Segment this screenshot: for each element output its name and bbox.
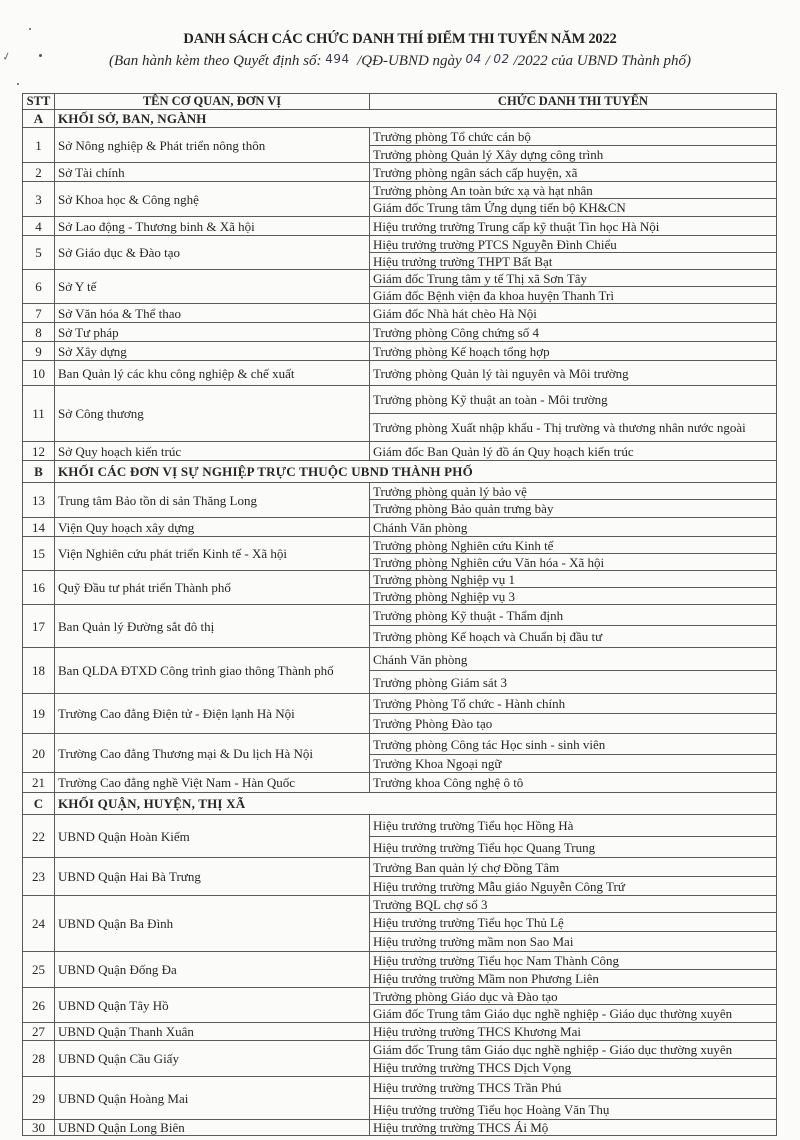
- row-stt: 26: [22, 988, 55, 1023]
- row-position-title: Hiệu trưởng trường Tiểu học Hoàng Văn Thụ: [370, 1099, 777, 1120]
- row-position-title: Trưởng phòng Bảo quản trưng bày: [370, 500, 777, 518]
- row-agency-name: Trường Cao đẳng nghề Việt Nam - Hàn Quốc: [55, 773, 370, 793]
- subtitle-suffix: /2022 của UBND Thành phố): [513, 53, 691, 69]
- row-agency-name: Viện Quy hoạch xây dựng: [55, 518, 370, 537]
- row-agency-name: UBND Quận Cầu Giấy: [55, 1041, 370, 1077]
- row-agency-name: Quỹ Đầu tư phát triển Thành phố: [55, 571, 370, 605]
- handwritten-check-mark-icon: ✓: [0, 49, 13, 64]
- row-stt: 13: [22, 483, 55, 518]
- row-position-title: Trưởng phòng Nghiệp vụ 1: [370, 571, 777, 588]
- row-position-title: Hiệu trưởng trường Tiểu học Hồng Hà: [370, 815, 777, 837]
- row-agency-name: Sở Tài chính: [55, 163, 370, 182]
- document-title: DANH SÁCH CÁC CHỨC DANH THÍ ĐIỂM THI TUYỂN NĂM 2022: [183, 31, 617, 47]
- row-stt: 2: [22, 163, 55, 182]
- row-stt: 6: [22, 270, 55, 304]
- row-agency-name: Trường Cao đẳng Điện tử - Điện lạnh Hà Nội: [55, 694, 370, 734]
- row-agency-name: UBND Quận Hoàng Mai: [55, 1077, 370, 1120]
- row-position-title: Hiệu trưởng trường THCS Dịch Vọng: [370, 1059, 777, 1077]
- row-agency-name: Sở Y tế: [55, 270, 370, 304]
- row-agency-name: UBND Quận Hai Bà Trưng: [55, 858, 370, 896]
- row-stt: 25: [22, 952, 55, 988]
- row-position-title: Trưởng phòng Nghiệp vụ 3: [370, 588, 777, 605]
- row-position-title: Trưởng phòng Công chứng số 4: [370, 323, 777, 342]
- row-position-title: Trưởng Ban quản lý chợ Đồng Tâm: [370, 858, 777, 877]
- row-position-title: Trưởng phòng Kỹ thuật - Thẩm định: [370, 605, 777, 626]
- row-stt: 29: [22, 1077, 55, 1120]
- row-position-title: Hiệu trưởng trường PTCS Nguyễn Đình Chiểu: [370, 236, 777, 253]
- row-stt: 19: [22, 694, 55, 734]
- row-position-title: Giám đốc Ban Quản lý đồ án Quy hoạch kiến trúc: [370, 442, 777, 461]
- row-stt: 10: [22, 361, 55, 386]
- row-position-title: Trưởng phòng Kỹ thuật an toàn - Môi trường: [370, 386, 777, 414]
- row-position-title: Trưởng Phòng Tổ chức - Hành chính: [370, 694, 777, 714]
- section-title: KHỐI CÁC ĐƠN VỊ SỰ NGHIỆP TRỰC THUỘC UBND THÀNH PHỐ: [55, 461, 777, 483]
- row-stt: 24: [22, 896, 55, 952]
- row-agency-name: Sở Lao động - Thương binh & Xã hội: [55, 217, 370, 236]
- row-agency-name: Ban QLDA ĐTXD Công trình giao thông Thành phố: [55, 648, 370, 694]
- handwritten-day: 04: [465, 52, 482, 66]
- row-position-title: Trưởng phòng Quản lý Xây dựng công trình: [370, 146, 777, 163]
- row-position-title: Trưởng BQL chợ số 3: [370, 896, 777, 913]
- scan-dot: [17, 83, 19, 85]
- header-agency: TÊN CƠ QUAN, ĐƠN VỊ: [55, 93, 370, 110]
- row-stt: 18: [22, 648, 55, 694]
- row-stt: 12: [22, 442, 55, 461]
- row-agency-name: Sở Công thương: [55, 386, 370, 442]
- row-stt: 22: [22, 815, 55, 858]
- row-position-title: Chánh Văn phòng: [370, 518, 777, 537]
- row-agency-name: Sở Giáo dục & Đào tạo: [55, 236, 370, 270]
- row-position-title: Giám đốc Bệnh viện đa khoa huyện Thanh Trì: [370, 287, 777, 304]
- row-position-title: Hiệu trưởng trường THPT Bất Bạt: [370, 253, 777, 270]
- row-agency-name: Sở Xây dựng: [55, 342, 370, 361]
- row-position-title: Trưởng Khoa Ngoại ngữ: [370, 755, 777, 773]
- row-agency-name: Sở Quy hoạch kiến trúc: [55, 442, 370, 461]
- row-position-title: Hiệu trưởng trường THCS Ái Mộ: [370, 1120, 777, 1136]
- row-position-title: Chánh Văn phòng: [370, 648, 777, 671]
- row-position-title: Giám đốc Nhà hát chèo Hà Nội: [370, 304, 777, 323]
- row-position-title: Trưởng phòng Kế hoạch tổng hợp: [370, 342, 777, 361]
- row-agency-name: Sở Khoa học & Công nghệ: [55, 182, 370, 217]
- row-stt: 28: [22, 1041, 55, 1077]
- section-title: KHỐI QUẬN, HUYỆN, THỊ XÃ: [55, 793, 777, 815]
- row-stt: 8: [22, 323, 55, 342]
- subtitle-prefix: (Ban hành kèm theo Quyết định số:: [109, 53, 322, 69]
- section-title: KHỐI SỞ, BAN, NGÀNH: [55, 110, 777, 128]
- row-position-title: Giám đốc Trung tâm Giáo dục nghề nghiệp - Giáo dục thường xuyên: [370, 1041, 777, 1059]
- row-position-title: Trưởng phòng ngân sách cấp huyện, xã: [370, 163, 777, 182]
- header-stt: STT: [22, 93, 55, 110]
- section-code: A: [22, 110, 55, 128]
- section-code: C: [22, 793, 55, 815]
- row-stt: 15: [22, 537, 55, 571]
- row-position-title: Trưởng phòng Công tác Học sinh - sinh viên: [370, 734, 777, 755]
- row-stt: 23: [22, 858, 55, 896]
- row-position-title: Hiệu trưởng trường Tiểu học Quang Trung: [370, 837, 777, 858]
- row-stt: 20: [22, 734, 55, 773]
- row-agency-name: UBND Quận Đống Đa: [55, 952, 370, 988]
- row-position-title: Hiệu trưởng trường Mầm non Phương Liên: [370, 970, 777, 988]
- row-position-title: Trưởng phòng Quản lý tài nguyên và Môi trường: [370, 361, 777, 386]
- subtitle-middle: /QĐ-UBND ngày: [357, 53, 462, 69]
- row-agency-name: Trung tâm Bảo tồn di sản Thăng Long: [55, 483, 370, 518]
- row-position-title: Trưởng phòng Giáo dục và Đào tạo: [370, 988, 777, 1005]
- row-position-title: Trưởng phòng Xuất nhập khẩu - Thị trường và thương nhân nước ngoài: [370, 414, 777, 442]
- row-agency-name: Sở Nông nghiệp & Phát triển nông thôn: [55, 128, 370, 163]
- row-agency-name: UBND Quận Long Biên: [55, 1120, 370, 1136]
- row-agency-name: Sở Tư pháp: [55, 323, 370, 342]
- row-position-title: Trưởng Phòng Đào tạo: [370, 714, 777, 734]
- row-stt: 21: [22, 773, 55, 793]
- handwritten-month: 02: [493, 52, 510, 66]
- row-stt: 17: [22, 605, 55, 648]
- row-stt: 9: [22, 342, 55, 361]
- section-code: B: [22, 461, 55, 483]
- row-agency-name: UBND Quận Ba Đình: [55, 896, 370, 952]
- row-position-title: Trưởng phòng Nghiên cứu Văn hóa - Xã hội: [370, 554, 777, 571]
- row-position-title: Hiệu trưởng trường Mẫu giáo Nguyễn Công Trứ: [370, 877, 777, 896]
- row-agency-name: Viện Nghiên cứu phát triển Kinh tế - Xã hội: [55, 537, 370, 571]
- row-agency-name: UBND Quận Thanh Xuân: [55, 1023, 370, 1041]
- row-stt: 27: [22, 1023, 55, 1041]
- row-position-title: Trưởng phòng Giám sát 3: [370, 671, 777, 694]
- row-position-title: Trưởng phòng quản lý bảo vệ: [370, 483, 777, 500]
- row-position-title: Hiệu trưởng trường Tiểu học Nam Thành Công: [370, 952, 777, 970]
- row-stt: 14: [22, 518, 55, 537]
- row-position-title: Hiệu trưởng trường Tiểu học Thủ Lệ: [370, 913, 777, 932]
- row-agency-name: UBND Quận Tây Hồ: [55, 988, 370, 1023]
- header-position: CHỨC DANH THI TUYỂN: [370, 93, 777, 110]
- row-position-title: Trưởng phòng An toàn bức xạ và hạt nhân: [370, 182, 777, 199]
- row-agency-name: Ban Quản lý các khu công nghiệp & chế xuất: [55, 361, 370, 386]
- row-stt: 1: [22, 128, 55, 163]
- row-stt: 16: [22, 571, 55, 605]
- row-agency-name: Sở Văn hóa & Thể thao: [55, 304, 370, 323]
- row-position-title: Trưởng phòng Tổ chức cán bộ: [370, 128, 777, 146]
- row-stt: 5: [22, 236, 55, 270]
- subtitle-separator: /: [485, 53, 490, 69]
- scan-dot: [29, 28, 31, 30]
- row-agency-name: UBND Quận Hoàn Kiếm: [55, 815, 370, 858]
- row-position-title: Giám đốc Trung tâm Giáo dục nghề nghiệp - Giáo dục thường xuyên: [370, 1005, 777, 1023]
- row-position-title: Hiệu trưởng trường THCS Khương Mai: [370, 1023, 777, 1041]
- handwritten-decision-number: 494: [325, 52, 350, 66]
- row-position-title: Giám đốc Trung tâm y tế Thị xã Sơn Tây: [370, 270, 777, 287]
- document-subtitle: [0, 53, 800, 70]
- row-position-title: Trưởng phòng Kế hoạch và Chuẩn bị đầu tư: [370, 626, 777, 648]
- row-agency-name: Ban Quản lý Đường sắt đô thị: [55, 605, 370, 648]
- row-position-title: Trưởng phòng Nghiên cứu Kinh tế: [370, 537, 777, 554]
- row-position-title: Trưởng khoa Công nghệ ô tô: [370, 773, 777, 793]
- row-stt: 30: [22, 1120, 55, 1136]
- row-stt: 7: [22, 304, 55, 323]
- row-position-title: Giám đốc Trung tâm Ứng dụng tiến bộ KH&CN: [370, 199, 777, 217]
- row-stt: 4: [22, 217, 55, 236]
- row-stt: 3: [22, 182, 55, 217]
- row-position-title: Hiệu trưởng trường THCS Trần Phú: [370, 1077, 777, 1099]
- row-agency-name: Trường Cao đẳng Thương mại & Du lịch Hà Nội: [55, 734, 370, 773]
- row-stt: 11: [22, 386, 55, 442]
- row-position-title: Hiệu trưởng trường mầm non Sao Mai: [370, 932, 777, 952]
- row-position-title: Hiệu trưởng trường Trung cấp kỹ thuật Tin học Hà Nội: [370, 217, 777, 236]
